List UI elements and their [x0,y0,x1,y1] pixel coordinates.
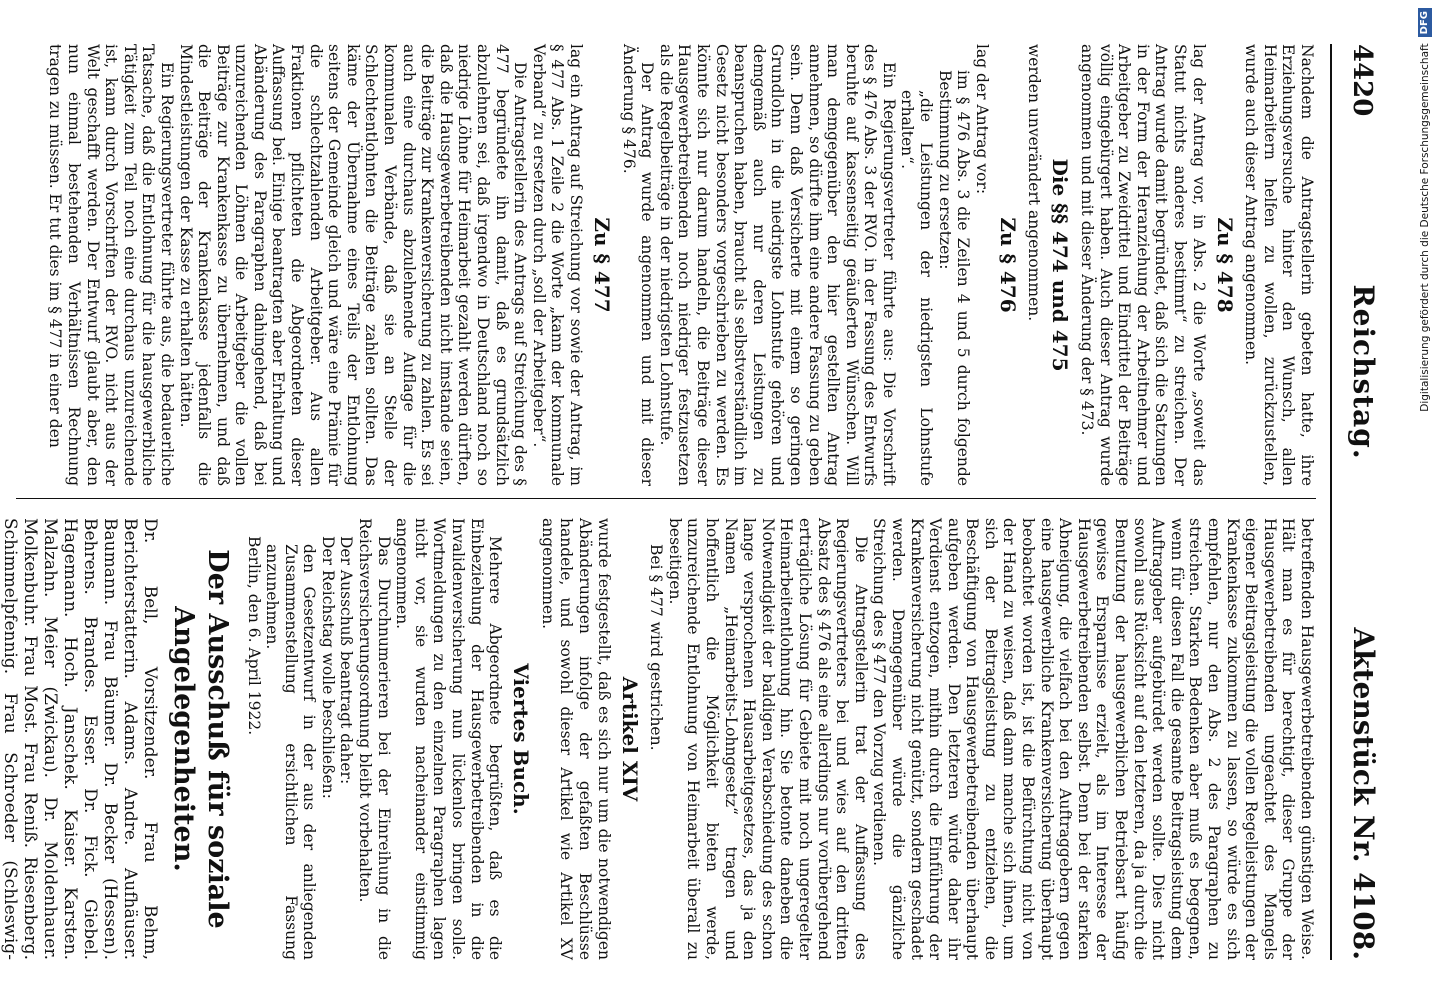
paragraph: Der Reichstag wolle beschließen: [318,536,337,799]
paragraph: wurde festgestellt, daß es sich nur um die notwendigen Abänderungen infolge der gefaßten Beschlüsse handele, und sowohl dieser Artikel wie Artikel XV angenommen. [538,518,613,960]
section-heading-478: Zu § 478 [1212,217,1237,313]
paragraph: Der Ausschuß beantragt daher: [337,536,356,785]
section-heading-477: Zu § 477 [590,217,614,313]
column-divider [16,498,1316,499]
paragraph: Ein Regierungsvertreter führte aus: Die Vorschrift des § 476 Abs. 3 der RVO. in der Fassung des Entwurfs beruhte auf kassenseitig geäußerten Wünschen. Will man demgegenüber den hier gestellten Antrag annehmen, so dürfte ihm eine andere Fassung zu geben sein. Denn daß Versicherte mit einem so geringen Grundlohn in die niedrigste Lohnstufe gehören und demgemäß auch nur deren Leistungen zu beanspruchen haben, braucht als selbstverständlich im Gesetz nicht besonders vorgeschrieben zu werden. Es könnte sich nur darum handeln, die Beiträge dieser Hausgewerbetreibenden noch niedriger festzusetzen als die Regelbeiträge in der niedrigsten Lohnstufe. [656,44,898,486]
right-column [0,518,1316,960]
paragraph: Ein Regierungsvertreter führte aus, die bedauerliche Tatsache, daß die Entlohnung für die hausgewerbliche Tätigkeit zum Teil noch eine durchaus unzureichende ist, kann durch Vorschriften der RVO. nicht aus der Welt geschafft werden. Der Entwurf glaubt aber, den nun einmal bestehenden Verhältnissen Rechnung tragen zu müssen. Er tut dies im § 477 in einer den [46,44,176,486]
paragraph: Mehrere Abgeordnete begrüßten, daß es die Einbeziehung der Hausgewerbetreibenden in die Invalidenversicherung nun lückenlos bringen solle. Wortmeldungen zu den einzelnen Paragraphen lagen nicht vor, sie wurden nacheinander einstimmig angenommen. [393,518,505,960]
committee-heading: Der Ausschuß für soziale Angelegenheiten. [167,549,233,929]
page-header [1330,44,1380,960]
article-heading-xiv: Artikel XIV [617,676,642,802]
section-heading-474-475: Die §§ 474 und 475 [1048,158,1073,372]
date-line: Berlin, den 6. April 1922. [244,536,263,736]
motion-quote: „die Leistungen der niedrigsten Lohnstufe erhalten“. [898,90,936,486]
paragraph: betreffenden Hausgewerbetreibenden günstigen Weise. Hält man es für berechtigt, dieser Gruppe der Hausgewerbetreibenden ungeachtet des Mangels eigener Beitragsleistung die vollen Regelleistungen der Krankenkasse zukommen zu lassen, so würde es sich empfehlen, nur den Abs. 2 des Paragraphen zu streichen. Starken Bedenken aber muß es begegnen, wenn für diesen Fall die gesamte Beitragsleistung dem Auftraggeber aufgebürdet werden sollte. Dies nicht sowohl aus Rücksicht auf den letzteren, da ja durch die Benutzung der hausgewerblichen Betriebsart häufig gewisse Ersparnisse erzielt, als im Interesse der Hausgewerbetreibenden selbst. Denn bei der starken Abneigung, die vielfach bei den Auftraggebern gegen eine hausgewerbliche Krankenversicherung überhaupt beobachtet worden ist, ist die Befürchtung nicht von der Hand zu weisen, daß dann manche sich ihnen, um sich der Beitragsleistung zu entziehen, die Beschäftigung von Hausgewerbetreibenden überhaupt aufgeben werden. Den letzteren würde daher ihr Verdienst entzogen, mithin durch die Einführung der Krankenversicherung nicht genützt, sondern geschadet werden. Demgegenüber würde die gänzliche Streichung des § 477 den Vorzug verdienen. [870,518,1316,960]
paragraph: werden unverändert angenommen. [1025,44,1044,322]
paragraph: Das Durchnumerieren bei der Einreihung in die Reichsversicherungsordnung bleibt vorbehalten. [356,518,393,960]
page-number: 4420 [1347,44,1377,117]
left-column [16,44,1316,486]
digitization-credit [1416,8,1434,992]
paragraph: Der Antrag wurde angenommen und mit dieser Änderung § 476. [619,44,657,486]
document-number: Aktenstück Nr. 4108. [1347,627,1380,960]
section-heading-476: Zu § 476 [995,217,1020,313]
book-heading: Viertes Buch. [509,663,534,815]
paragraph: Die Antragstellerin trat der Auffassung des Regierungsvertreters bei und wies auf den dritten Absatz des § 476 als eine allerdings nur vorübergehend erträgliche Lösung für Gebiete mit noch ungeregelter Heimarbeitentlohnung hin. Sie betonte daneben die Notwendigkeit der baldigen Verabschiedung des schon lange versprochenen Hausarbeitgesetzes, das ja den Namen „Heimarbeits-Lohngesetz“ tragen und hoffentlich die Möglichkeit bieten werde, unzureichende Entlohnung von Heimarbeit überall zu beseitigen. [665,518,870,960]
running-title: Reichstag. [1347,284,1380,460]
dfg-logo: DFG [1418,8,1432,37]
paragraph: lag ein Antrag auf Streichung vor sowie der Antrag, im § 477 Abs. 1 Zeile 2 die Worte „kann der kommunale Verband“ zu ersetzen durch „soll der Arbeitgeber“. [529,44,585,486]
paragraph: Nachdem die Antragstellerin gebeten hatte, ihre Erziehungsversuche hinter den Wunsch, allen Heimarbeitern helfen zu wollen, zurückzustellen, wurde auch dieser Antrag angenommen. [1242,44,1316,486]
paragraph: Die Antragstellerin des Antrags auf Streichung des § 477 begründete ihn damit, daß es grundsätzlich abzulehnen sei, daß irgendwo in Deutschland noch so niedrige Löhne für Heimarbeit gezahlt werden dürften, daß die Hausgewerbetreibenden nicht imstande seien, die Beiträge zur Krankenversicherung zu zahlen. Es sei auch eine durchaus abzulehnende Auflage für die kommunalen Verbände, daß sie an Stelle der Schlechtentlohnten die Beiträge zahlen sollten. Das käme der Übernahme eines Teils der Entlohnung seitens der Gemeinde gleich und wäre eine Prämie für die schlechtzahlenden Arbeitgeber. Aus allen Fraktionen pflichteten die Abgeordneten dieser Auffassung bei. Einige beantragten aber Erhaltung und Abänderung des Paragraphen dahingehend, daß bei unzureichenden Löhnen die Arbeitgeber die vollen Beiträge zur Krankenkasse zu übernehmen, und daß die Beiträge der Krankenkasse jedenfalls die Mindestleistungen der Kasse zu erhalten hätten. [176,44,530,486]
resolution-text: den Gesetzentwurf in der aus der anliegenden Zusammenstellung ersichtlichen Fassung anzunehmen. [263,544,319,960]
credit-text: Digitalisierung gefördert durch die Deutsche Forschungsgemeinschaft [1419,43,1431,412]
paragraph: Bei § 477 wird gestrichen. [647,544,666,751]
paragraph: lag der Antrag vor, in Abs. 2 die Worte „soweit das Statut nichts anderes bestimmt“ zu streichen. Der Antrag wurde damit begründet, daß sich die Satzungen in der Form der Heranziehung der Arbeitnehmer und Arbeitgeber zu Zweidrittel und Eindrittel der Beiträge völlig eingebürgert haben. Auch dieser Antrag wurde angenommen und mit dieser Änderung der § 473. [1078,44,1208,486]
committee-members: Dr. Bell, Vorsitzender. Frau Behm, Berichterstatterin. Adams. Andre. Aufhäuser. Baumann. Frau Bäumer. Dr. Becker (Hessen). Behrens. Brandes. Esser. Dr. Fick. Giebel. Hagemann. Hoch. Janschek. Kaiser. Karsten. Malzahn. Meier (Zwickau). Dr. Moldenhauer. Molkenbuhr. Frau Most. Frau Reniß. Riesenberg. Schimmelpfennig. Frau Schroeder (Schleswig- [0,518,160,960]
paragraph: lag der Antrag vor: [972,44,991,195]
motion-text: im § 476 Abs. 3 die Zeilen 4 und 5 durch folgende Bestimmung zu ersetzen: [935,70,973,486]
